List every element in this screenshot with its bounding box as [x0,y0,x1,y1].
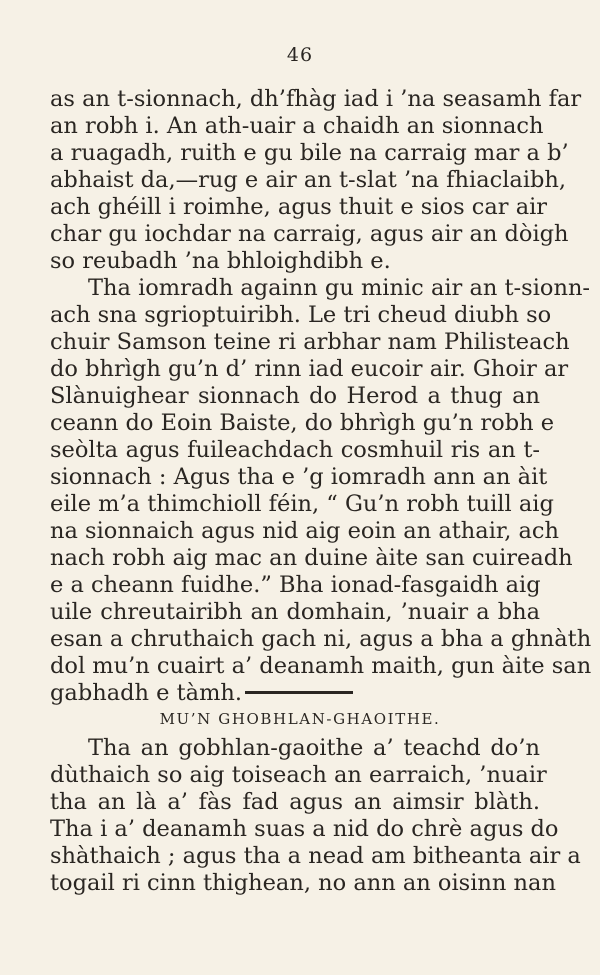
text-line: na sionnaich agus nid aig eoin an athair, ach [50,518,560,544]
text-line: dùthaich so aig toiseach an earraich, ’nuair [50,762,547,788]
text-line: dol mu’n cuairt a’ deanamh maith, gun àite san [50,653,592,679]
text-line: eile m’a thimchioll féin, “ Gu’n robh tuill aig [50,491,554,517]
text-line: seòlta agus fuileachdach cosmhuil ris an t- [50,437,540,463]
text-line: ach ghéill i roimhe, agus thuit e sios car air [50,194,548,220]
text-line: abhaist da,—rug e air an t-slat ’na fhiaclaibh, [50,167,567,193]
text-line: so reubadh ’na bhloighdibh e. [50,248,391,274]
text-line: sionnach : Agus tha e ’g iomradh ann an àit [50,464,548,490]
text-line: e a cheann fuidhe.” Bha ionad-fasgaidh aig [50,572,541,598]
section-divider [245,691,353,694]
text-line: nach robh aig mac an duine àite san cuireadh [50,545,573,571]
text-line: a ruagadh, ruith e gu bile na carraig mar a b’ [50,140,569,166]
text-line: ceann do Eoin Baiste, do bhrìgh gu’n robh e [50,410,555,436]
text-line: an robh i. An ath-uair a chaidh an sionnach [50,113,544,139]
text-line: ach sna sgrioptuiribh. Le tri cheud diubh so [50,302,552,328]
text-line: char gu iochdar na carraig, agus air an dòigh [50,221,569,247]
text-line: Tha i a’ deanamh suas a nid do chrè agus do [50,816,559,842]
section-heading: MU’N GHOBHLAN-GHAOITHE. [159,710,441,728]
text-line: do bhrìgh gu’n d’ rinn iad eucoir air. Ghoir ar [50,356,569,382]
text-line: togail ri cinn thighean, no ann an oisinn nan [50,870,556,896]
text-line: gabhadh e tàmh. [50,680,243,706]
page-number: 46 [286,44,314,66]
text-line: uile chreutairibh an domhain, ’nuair a bha [50,599,540,625]
text-line: Tha iomradh againn gu minic air an t-sionn- [88,275,591,301]
text-line: as an t-sionnach, dh’fhàg iad i ’na seasamh far [50,86,582,112]
text-line: Tha an gobhlan-gaoithe a’ teachd do’n [88,735,540,761]
text-line: chuir Samson teine ri arbhar nam Philisteach [50,329,570,355]
text-line: Slànuighear sionnach do Herod a thug an [50,383,540,409]
text-line: tha an là a’ fàs fad agus an aimsir blàth. [50,789,540,815]
text-line: esan a chruthaich gach ni, agus a bha a ghnàth [50,626,592,652]
text-line: shàthaich ; agus tha a nead am bitheanta air a [50,843,581,869]
